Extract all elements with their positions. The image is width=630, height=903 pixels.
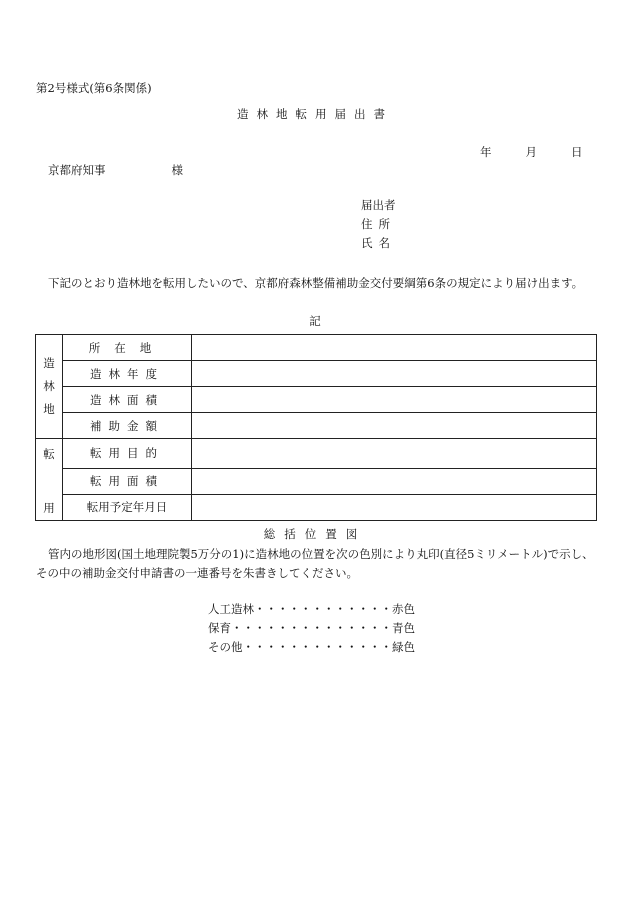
value-conversion-purpose[interactable] — [192, 439, 597, 469]
date-line — [480, 144, 583, 160]
row-label-planting-year: 造林年度 — [63, 361, 192, 387]
form-number: 第2号様式(第6条関係) — [36, 81, 152, 95]
ki-heading: 記 — [309, 314, 321, 328]
group-plantation-char: 林 — [43, 379, 55, 393]
value-conversion-area[interactable] — [192, 468, 597, 494]
applicant-address-label: 住所 — [361, 217, 396, 231]
group-conversion-char: 用 — [43, 500, 55, 515]
row-label-conversion-date: 転用予定年月日 — [63, 494, 192, 520]
details-table — [35, 334, 597, 521]
table-row — [36, 439, 597, 469]
value-planting-area[interactable] — [192, 387, 597, 413]
addressee-suffix: 様 — [171, 163, 183, 177]
table-row — [36, 468, 597, 494]
legend-tending: 保育・・・・・・・・・・・・・・青色 — [208, 621, 415, 635]
group-conversion-mid — [36, 468, 63, 494]
applicant-label: 届出者 — [361, 198, 396, 212]
table-row — [36, 335, 597, 361]
date-year-label: 年 — [480, 145, 492, 159]
date-month-label: 月 — [525, 145, 537, 159]
row-label-location: 所在地 — [63, 335, 192, 361]
table-row — [36, 361, 597, 387]
legend-other: その他・・・・・・・・・・・・・緑色 — [208, 640, 415, 654]
row-label-conversion-area: 転用面積 — [63, 468, 192, 494]
table-row — [36, 387, 597, 413]
addressee-name: 京都府知事 — [48, 163, 106, 177]
row-label-subsidy-amount: 補助金額 — [63, 413, 192, 439]
group-plantation-char: 地 — [43, 402, 55, 416]
group-plantation-char: 造 — [43, 356, 55, 370]
row-label-conversion-purpose: 転用目的 — [63, 439, 192, 469]
document-title: 造林地転用届出書 — [237, 107, 393, 121]
value-planting-year[interactable] — [192, 361, 597, 387]
body-text: 下記のとおり造林地を転用したいので、京都府森林整備補助金交付要綱第6条の規定により届け出ます。 — [48, 276, 584, 290]
group-plantation — [36, 335, 63, 439]
addressee — [48, 162, 183, 178]
applicant-name-label: 氏名 — [361, 236, 396, 250]
date-day-label: 日 — [571, 145, 583, 159]
map-section-title: 総括位置図 — [263, 527, 367, 541]
legend-artificial-planting: 人工造林・・・・・・・・・・・・赤色 — [208, 602, 415, 616]
group-conversion-top — [36, 439, 63, 469]
table-row — [36, 494, 597, 520]
group-conversion-char: 転 — [43, 447, 55, 461]
value-subsidy-amount[interactable] — [192, 413, 597, 439]
map-instruction-line1: 管内の地形図(国土地理院製5万分の1)に造林地の位置を次の色別により丸印(直径5ミリメートル)で示し、 — [48, 547, 594, 561]
row-label-planting-area: 造林面積 — [63, 387, 192, 413]
value-location[interactable] — [192, 335, 597, 361]
table-row — [36, 413, 597, 439]
group-conversion-bottom — [36, 494, 63, 520]
value-conversion-date[interactable] — [192, 494, 597, 520]
map-instruction-line2: その中の補助金交付申請書の一連番号を朱書きしてください。 — [36, 566, 358, 580]
